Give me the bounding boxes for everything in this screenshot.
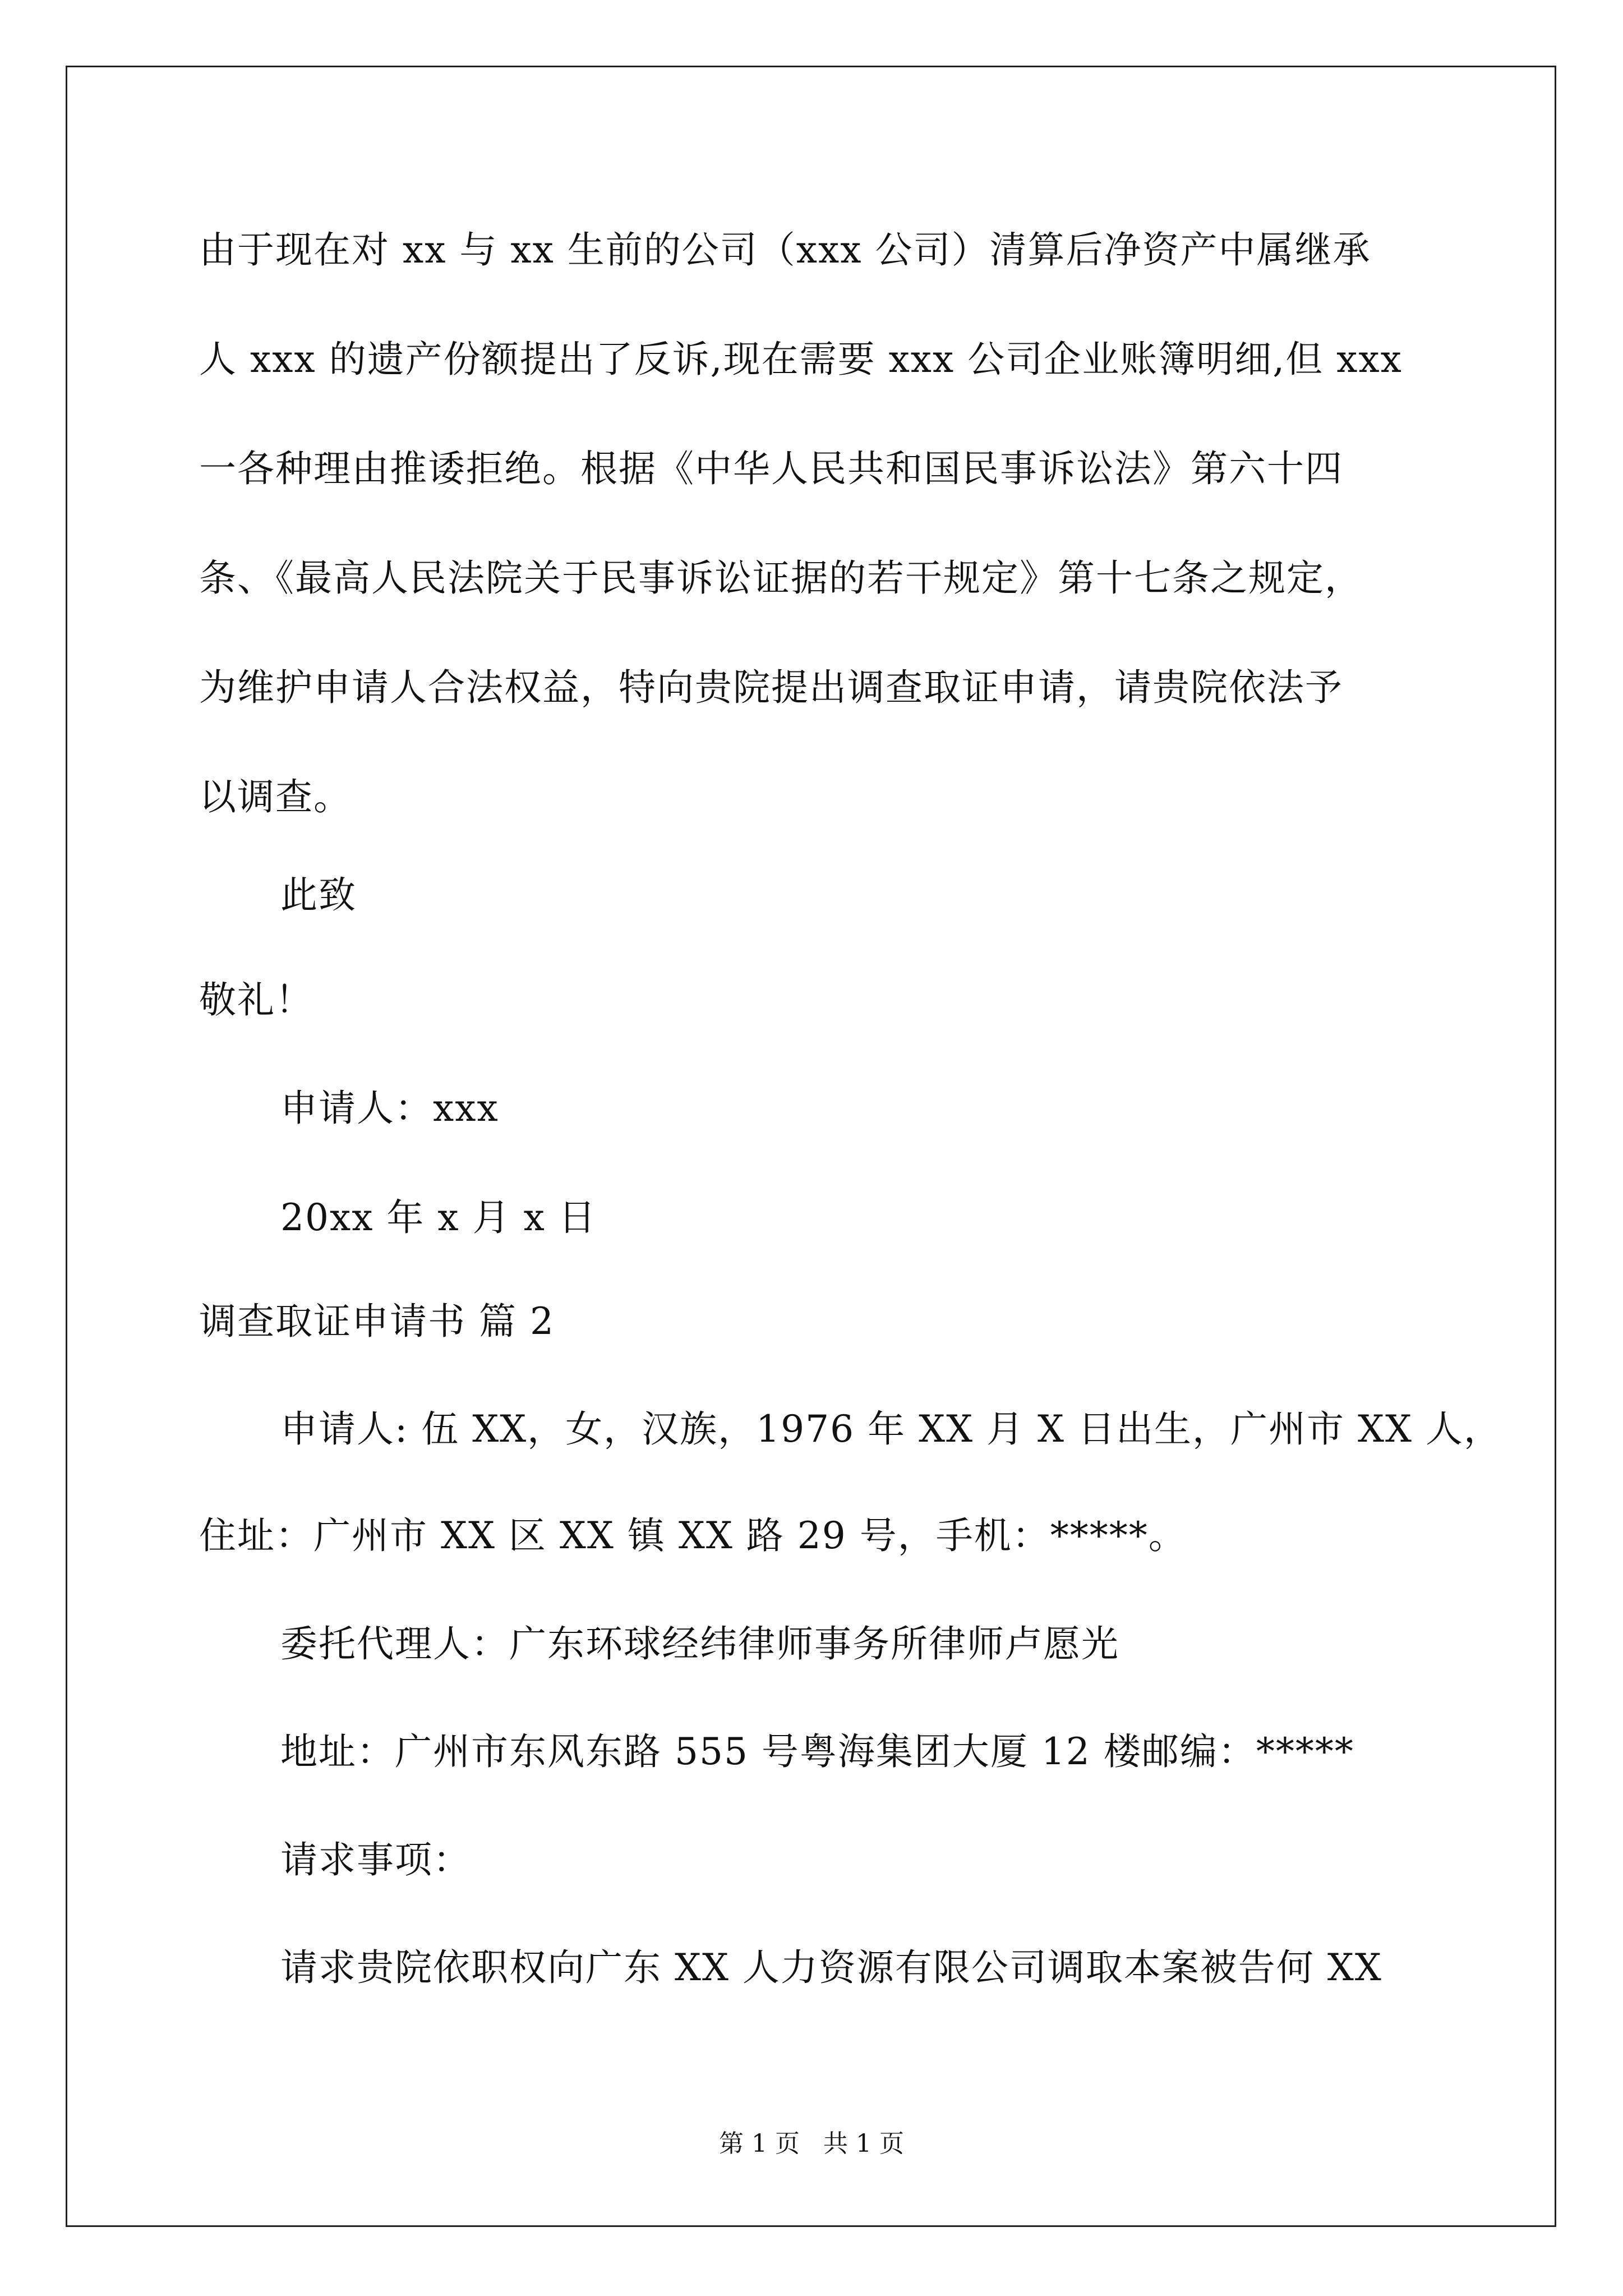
section-heading: 调查取证申请书 篇 2 — [199, 1300, 555, 1343]
agent-address: 地址：广州市东风东路 555 号粤海集团大厦 12 楼邮编：***** — [280, 1730, 1354, 1773]
body-line-1: 由于现在对 xx 与 xx 生前的公司（xxx 公司）清算后净资产中属继承 — [199, 228, 1371, 272]
body-line-3: 一各种理由推诿拒绝。根据《中华人民共和国民事诉讼法》第六十四 — [199, 447, 1343, 490]
signature-date: 20xx 年 x 月 x 日 — [280, 1196, 597, 1239]
page-border — [66, 66, 1556, 2227]
body-line-6: 以调查。 — [199, 775, 352, 818]
salutation-jingli: 敬礼！ — [199, 978, 313, 1022]
applicant-info-line-2: 住址：广州市 XX 区 XX 镇 XX 路 29 号，手机：*****。 — [199, 1514, 1187, 1557]
salutation-cizhi: 此致 — [280, 873, 357, 917]
applicant-info-line-1: 申请人: 伍 XX，女，汉族，1976 年 XX 月 X 日出生，广州市 XX 人， — [280, 1407, 1502, 1451]
agent-info: 委托代理人：广东环球经纬律师事务所律师卢愿光 — [280, 1622, 1119, 1665]
body-line-2: 人 xxx 的遗产份额提出了反诉,现在需要 xxx 公司企业账簿明细,但 xxx — [199, 338, 1403, 381]
body-line-5: 为维护申请人合法权益，特向贵院提出调查取证申请，请贵院依法予 — [199, 666, 1343, 709]
request-body-line-1: 请求贵院依职权向广东 XX 人力资源有限公司调取本案被告何 XX — [280, 1946, 1382, 1989]
body-line-4: 条、《最高人民法院关于民事诉讼证据的若干规定》第十七条之规定， — [199, 556, 1363, 600]
applicant-signature: 申请人：xxx — [280, 1087, 499, 1130]
page-footer: 第 1 页 共 1 页 — [719, 2129, 904, 2158]
request-heading: 请求事项： — [280, 1838, 471, 1881]
